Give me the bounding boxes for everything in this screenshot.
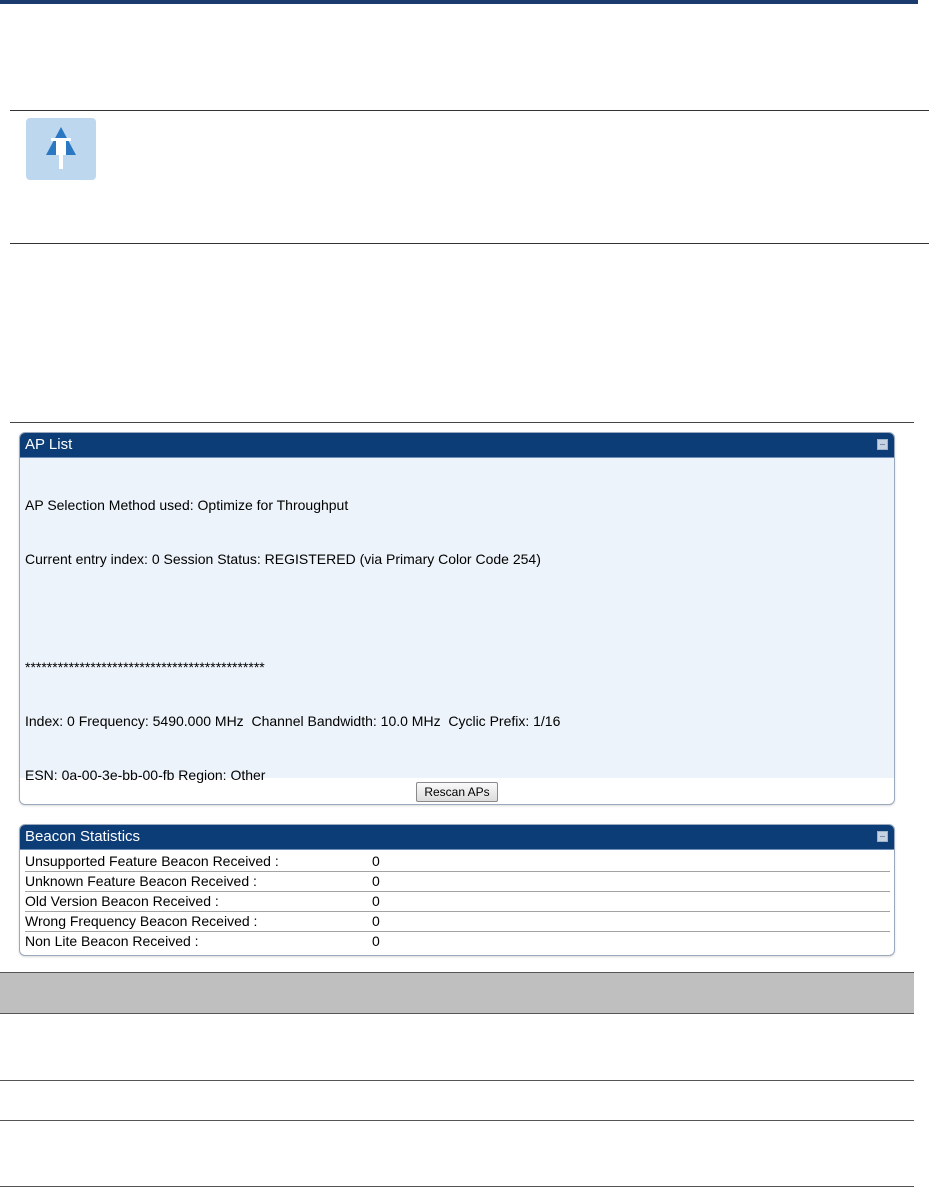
- stat-label: Old Version Beacon Received :: [25, 893, 219, 909]
- note-top-rule: [10, 110, 929, 111]
- table-row: [25, 912, 890, 932]
- ap-list-line: [25, 604, 889, 622]
- stat-label: Unknown Feature Beacon Received :: [25, 873, 257, 889]
- ap-list-title: AP List: [25, 436, 73, 453]
- table-rule: [0, 1013, 914, 1014]
- stat-label: Non Lite Beacon Received :: [25, 933, 199, 949]
- stat-value: 0: [372, 933, 380, 949]
- table-header-band: [0, 972, 914, 1014]
- table-row: [25, 852, 890, 872]
- ap-list-line: ********************************************: [25, 659, 265, 675]
- stat-value: 0: [372, 853, 380, 869]
- collapse-icon[interactable]: [877, 439, 888, 450]
- table-rule: [0, 1080, 914, 1081]
- table-row: [25, 892, 890, 912]
- ap-list-line: AP Selection Method used: Optimize for Throughput: [25, 497, 349, 513]
- ap-list-header: [20, 433, 894, 458]
- collapse-icon[interactable]: [877, 831, 888, 842]
- stat-value: 0: [372, 893, 380, 909]
- ap-list-line: ESN: 0a-00-3e-bb-00-fb Region: Other: [25, 767, 266, 783]
- ap-list-line: Current entry index: 0 Session Status: REGISTERED (via Primary Color Code 254): [25, 551, 541, 567]
- table-rule: [0, 1186, 914, 1187]
- stat-value: 0: [372, 873, 380, 889]
- note-bottom-rule: [10, 243, 929, 244]
- ap-list-line: Index: 0 Frequency: 5490.000 MHz Channel Bandwidth: 10.0 MHz Cyclic Prefix: 1/16: [25, 713, 561, 729]
- stat-label: Unsupported Feature Beacon Received :: [25, 853, 279, 869]
- pushpin-icon: [26, 118, 96, 180]
- beacon-statistics-title: Beacon Statistics: [25, 828, 141, 845]
- ap-list-panel: [19, 432, 895, 805]
- table-row: [25, 932, 890, 951]
- ap-list-body: [20, 458, 894, 783]
- figure-rule: [10, 422, 914, 423]
- stat-value: 0: [372, 913, 380, 929]
- stat-label: Wrong Frequency Beacon Received :: [25, 913, 258, 929]
- beacon-statistics-table: [20, 850, 894, 955]
- beacon-statistics-header: [20, 825, 894, 850]
- table-row: [25, 872, 890, 892]
- beacon-statistics-panel: [19, 824, 895, 956]
- rescan-aps-button[interactable]: Rescan APs: [416, 782, 497, 802]
- header-rule: [0, 0, 918, 4]
- table-rule: [0, 1120, 914, 1121]
